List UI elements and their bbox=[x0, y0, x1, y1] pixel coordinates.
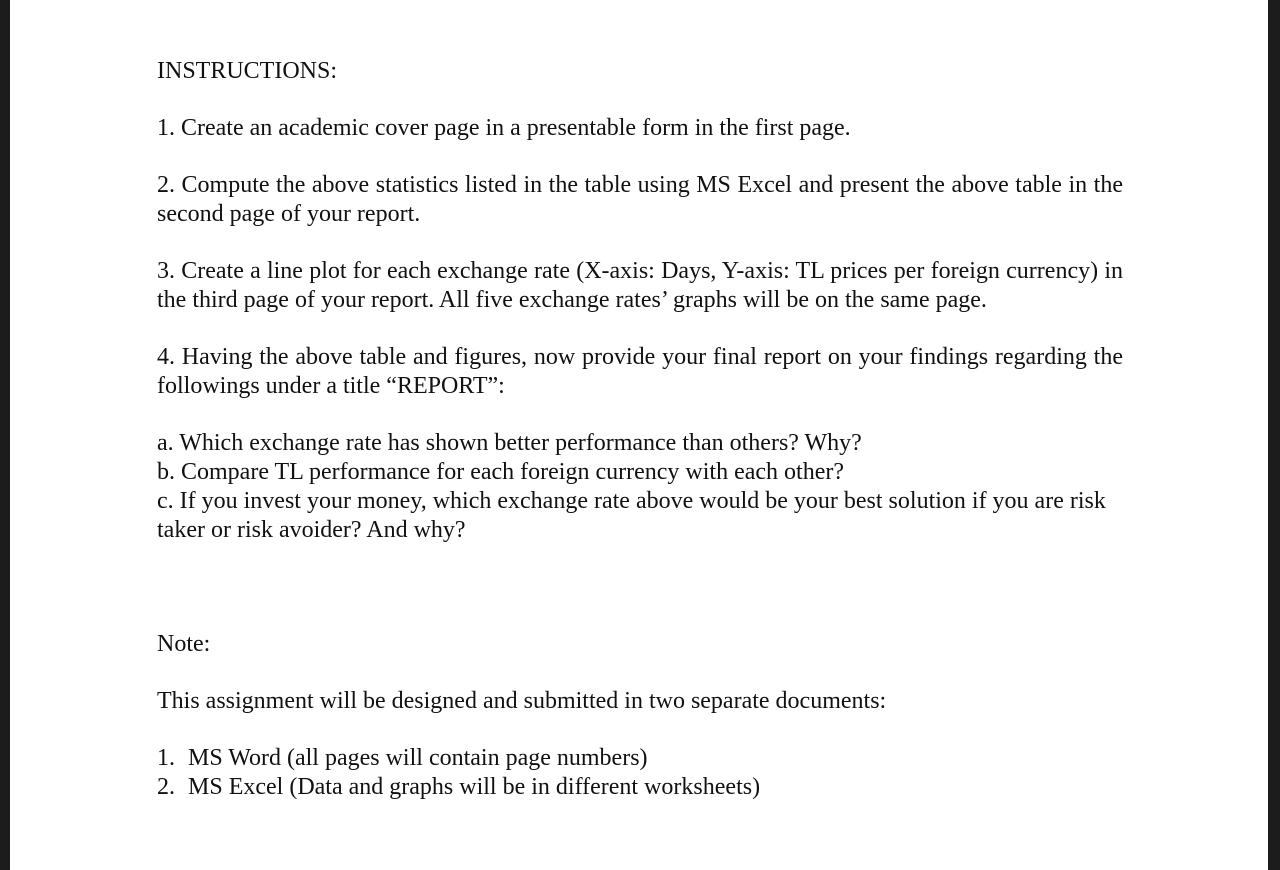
document-body bbox=[157, 57, 1123, 802]
instruction-item-1: 1. Create an academic cover page in a presentable form in the first page. bbox=[157, 115, 851, 141]
list-item bbox=[157, 744, 1123, 773]
question-c: c. If you invest your money, which exchange rate above would be your best solution if you are risk taker or risk avoider? And why? bbox=[157, 488, 1106, 543]
note-text: This assignment will be designed and submitted in two separate documents: bbox=[157, 688, 887, 714]
document-page bbox=[10, 0, 1268, 870]
list-item-text: MS Word (all pages will contain page numbers) bbox=[188, 745, 648, 771]
instruction-item-4: 4. Having the above table and figures, now provide your final report on your findings regarding the followings under a title “REPORT”: bbox=[157, 344, 1123, 399]
list-item-number: 1. bbox=[157, 745, 175, 771]
submission-list bbox=[157, 744, 1123, 802]
report-questions bbox=[157, 429, 1123, 545]
list-item-text: MS Excel (Data and graphs will be in different worksheets) bbox=[188, 774, 761, 800]
note-heading: Note: bbox=[157, 631, 211, 657]
list-item-number: 2. bbox=[157, 774, 175, 800]
instruction-item-2: 2. Compute the above statistics listed in the table using MS Excel and present the above table in the second page of your report. bbox=[157, 172, 1123, 227]
question-a: a. Which exchange rate has shown better performance than others? Why? bbox=[157, 430, 862, 456]
instructions-heading: INSTRUCTIONS: bbox=[157, 58, 338, 84]
instruction-item-3: 3. Create a line plot for each exchange rate (X-axis: Days, Y-axis: TL prices per foreign currency) in the third page of your report. All five exchange rates’ graphs will be on the same page. bbox=[157, 258, 1123, 313]
list-item bbox=[157, 773, 1123, 802]
question-b: b. Compare TL performance for each foreign currency with each other? bbox=[157, 459, 844, 485]
